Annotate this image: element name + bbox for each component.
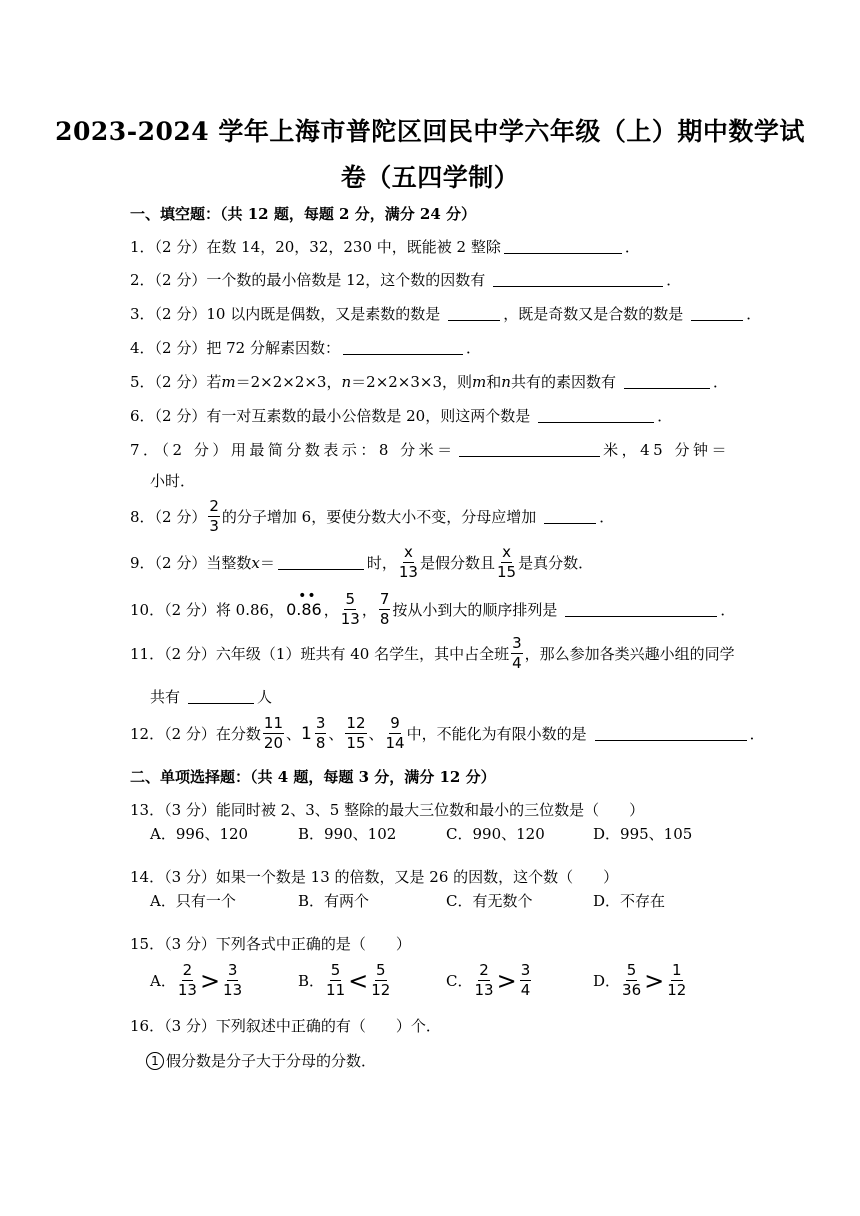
q1-answer-blank[interactable]	[504, 239, 622, 254]
q4-end: ．	[465, 339, 481, 357]
q15-option-d-left-num: 5	[626, 961, 637, 979]
q15-option-c[interactable]	[446, 963, 533, 998]
question-12	[130, 716, 765, 751]
q5-text-a: 5．（2 分）若	[130, 373, 222, 391]
q12-fraction-1-numerator: 11	[263, 714, 283, 732]
q6-answer-blank[interactable]	[538, 408, 654, 423]
question-11-continued	[150, 686, 272, 707]
q5-var-m: m	[221, 372, 236, 391]
q6-text: 6．（2 分）有一对互素数的最小公倍数是 20，则这两个数是	[130, 407, 531, 425]
q8-end: ．	[599, 508, 615, 526]
q12-end: ．	[749, 725, 765, 743]
q9-fraction-2	[497, 545, 516, 580]
question-3	[130, 303, 761, 324]
q12-fraction-1	[263, 716, 284, 751]
q13-option-a[interactable]: A．996、120	[150, 824, 249, 843]
q2-text: 2．（2 分）一个数的最小倍数是 12，这个数的因数有	[130, 271, 486, 289]
q11-fraction	[511, 636, 523, 671]
q15-option-a-right-fraction	[223, 963, 242, 998]
q7-text-2: 米，45 分钟＝	[603, 441, 730, 459]
q11-answer-blank[interactable]	[188, 689, 254, 704]
q16-stem: 16．（3 分）下列叙述中正确的有（ ）个．	[130, 1017, 441, 1035]
q5-text-e: 共有的素因数有	[510, 373, 616, 391]
q10-sep-2: ，	[361, 601, 377, 619]
q10-sep-1: ，	[323, 601, 339, 619]
question-15	[130, 933, 411, 954]
q12-mixed-number	[301, 716, 328, 751]
q8-text: 8．（2 分）	[130, 508, 207, 526]
q10-answer-blank[interactable]	[565, 602, 717, 617]
q15-option-b-right-fraction	[371, 963, 390, 998]
q12-text-b: 中，不能化为有限小数的是	[406, 725, 587, 743]
q12-sep-2: 、	[328, 725, 344, 743]
q12-fraction-3-denominator: 15	[346, 734, 366, 752]
q7-answer-blank-1[interactable]	[459, 442, 600, 457]
q2-end: ．	[666, 271, 682, 289]
q10-repeating-decimal	[286, 588, 322, 619]
q5-var-n: n	[341, 372, 352, 391]
q11-text-a: 11．（2 分）六年级（1）班共有 40 名学生，其中占全班	[130, 645, 510, 663]
q13-option-c[interactable]: C．990、120	[446, 824, 545, 843]
q12-fraction-3-numerator: 12	[346, 714, 366, 732]
q9-var-x: x	[251, 553, 260, 572]
q15-option-d-left-den: 36	[622, 981, 642, 999]
q9-fraction-1-numerator: x	[403, 543, 413, 561]
q9-text-d: 是假分数且	[419, 554, 495, 572]
q9-fraction-2-numerator: x	[502, 543, 511, 561]
q5-var-m-2: m	[472, 372, 487, 391]
q10-end: ．	[720, 601, 736, 619]
q10-fraction-1-numerator: 5	[345, 590, 356, 608]
q14-option-c[interactable]: C．有无数个	[446, 891, 533, 910]
q15-option-a-right-den: 13	[223, 981, 243, 999]
q11-fraction-denominator: 4	[512, 654, 522, 672]
q10-fraction-1	[341, 592, 360, 627]
q15-option-d-label: D．	[593, 972, 621, 990]
q15-option-a-label: A．	[150, 972, 176, 990]
exam-title-line2: 卷（五四学制）	[340, 163, 520, 192]
q15-option-b-left-fraction	[326, 963, 345, 998]
q16-item-1	[146, 1050, 376, 1071]
q9-text-a: 9．（2 分）当整数	[130, 554, 252, 572]
q15-option-a-left-fraction	[178, 963, 197, 998]
q12-fraction-1-denominator: 20	[263, 734, 283, 752]
q12-fraction-4-denominator: 14	[385, 734, 405, 752]
q10-text-a: 10．（2 分）将 0.86，	[130, 601, 285, 619]
q9-text-c: 时，	[366, 554, 397, 572]
q13-option-b[interactable]: B．990、102	[298, 824, 397, 843]
q15-option-d-right-num: 1	[672, 961, 682, 979]
q8-answer-blank[interactable]	[544, 509, 596, 524]
q10-repeating-value: 0.86	[286, 600, 322, 619]
q15-option-b-right-num: 5	[376, 961, 386, 979]
q16-item-1-text: 假分数是分子大于分母的分数．	[166, 1052, 377, 1070]
q9-answer-blank[interactable]	[278, 555, 364, 570]
q14-option-a[interactable]: A．只有一个	[150, 891, 236, 910]
q5-answer-blank[interactable]	[624, 374, 710, 389]
q5-end: ．	[712, 373, 728, 391]
q15-option-b-operator: <	[348, 966, 369, 995]
question-13	[130, 799, 644, 820]
q15-option-a-left-num: 2	[182, 961, 193, 979]
q15-option-a[interactable]	[150, 963, 244, 998]
q5-text-c: ＝2×2×3×3，则	[351, 373, 473, 391]
question-9	[130, 545, 593, 580]
q15-option-d[interactable]	[593, 963, 688, 998]
q2-answer-blank[interactable]	[493, 272, 663, 287]
q15-option-a-left-den: 13	[177, 981, 197, 999]
q10-fraction-2-numerator: 7	[379, 590, 390, 608]
q9-fraction-1	[399, 545, 418, 580]
question-7-continued	[150, 470, 195, 491]
q12-fraction-2	[315, 716, 327, 751]
q14-stem: 14．（3 分）如果一个数是 13 的倍数，又是 26 的因数，这个数（ ）	[130, 868, 619, 886]
question-1	[130, 236, 640, 257]
question-7	[130, 439, 730, 460]
q15-option-c-left-num: 2	[479, 961, 489, 979]
question-5	[130, 371, 728, 392]
q11-text-b: ，那么参加各类兴趣小组的同学	[524, 645, 735, 663]
q9-text-e: 是真分数．	[518, 554, 594, 572]
q3-answer-blank-1[interactable]	[448, 306, 500, 321]
q15-option-c-right-den: 4	[520, 981, 531, 999]
q1-text: 1．（2 分）在数 14，20，32，230 中，既能被 2 整除	[130, 238, 501, 256]
q15-option-d-right-fraction	[667, 963, 686, 998]
q13-stem: 13．（3 分）能同时被 2、3、5 整除的最大三位数和最小的三位数是（ ）	[130, 801, 645, 819]
q12-fraction-2-denominator: 8	[315, 734, 326, 752]
question-4	[130, 337, 481, 358]
q15-option-b-label: B．	[298, 972, 325, 990]
q6-end: ．	[657, 407, 673, 425]
q5-text-d: 和	[486, 373, 502, 391]
q10-fraction-1-denominator: 13	[340, 610, 360, 628]
q15-option-d-operator: >	[644, 966, 665, 995]
q15-option-b-right-den: 12	[371, 981, 391, 999]
q15-option-c-left-fraction	[474, 963, 493, 998]
q15-option-c-right-num: 3	[520, 961, 531, 979]
q9-fraction-1-denominator: 13	[398, 563, 418, 581]
circled-number-1-icon: 1	[146, 1052, 164, 1070]
q3-end: ．	[746, 305, 762, 323]
section-single-choice-heading: 二、单项选择题：（共 4 题，每题 3 分，满分 12 分）	[130, 768, 496, 786]
q15-option-b-left-den: 11	[326, 981, 346, 999]
q9-fraction-2-denominator: 15	[496, 563, 517, 581]
exam-title-line1: 2023-2024 学年上海市普陀区回民中学六年级（上）期中数学试	[55, 117, 805, 146]
q14-option-b[interactable]: B．有两个	[298, 891, 370, 910]
question-11	[130, 636, 735, 671]
q3-text-2: ，既是奇数又是合数的数是	[503, 305, 684, 323]
q15-option-b-left-num: 5	[330, 961, 341, 979]
section-fill-in-blank-heading: 一、填空题：（共 12 题，每题 2 分，满分 24 分）	[130, 205, 477, 223]
question-2	[130, 269, 681, 290]
q9-text-b: ＝	[259, 554, 275, 572]
q11-end: 人	[257, 688, 273, 706]
question-16	[130, 1015, 441, 1036]
q15-option-c-right-fraction	[520, 963, 532, 998]
q1-end: ．	[624, 238, 640, 256]
q12-sep-3: 、	[368, 725, 384, 743]
q4-text: 4．（2 分）把 72 分解素因数：	[130, 339, 340, 357]
q7-end: 小时．	[150, 472, 196, 490]
question-14	[130, 866, 618, 887]
q15-option-d-right-den: 12	[667, 981, 687, 999]
q10-fraction-2-denominator: 8	[379, 610, 390, 628]
q13-option-d[interactable]: D．995、105	[593, 824, 693, 843]
question-8	[130, 499, 614, 534]
q12-fraction-3	[345, 716, 366, 751]
q15-option-a-operator: >	[199, 966, 221, 995]
q12-sep-1: 、	[286, 725, 302, 743]
q8-numerator: 2	[209, 497, 219, 515]
q7-text: 7．（2 分）用最简分数表示：8 分米＝	[130, 441, 456, 459]
q5-var-n-2: n	[501, 372, 511, 391]
q8-denominator: 3	[209, 517, 219, 535]
q5-text-b: ＝2×2×2×3，	[235, 373, 342, 391]
q15-option-c-left-den: 13	[474, 981, 494, 999]
q15-option-b[interactable]	[298, 963, 392, 998]
q12-mixed-whole: 1	[301, 723, 312, 744]
q10-text-b: 按从小到大的顺序排列是	[392, 601, 558, 619]
q15-option-d-left-fraction	[622, 963, 641, 998]
q15-option-c-operator: >	[496, 966, 517, 995]
q10-repeat-dots: ••	[298, 588, 317, 604]
q12-fraction-4-numerator: 9	[390, 714, 400, 732]
q11-text-c: 共有	[150, 688, 181, 706]
q11-fraction-numerator: 3	[512, 634, 522, 652]
q15-option-c-label: C．	[446, 972, 473, 990]
q14-option-d[interactable]: D．不存在	[593, 891, 666, 910]
q4-answer-blank[interactable]	[343, 340, 463, 355]
q12-text-a: 12．（2 分）在分数	[130, 725, 261, 743]
q10-fraction-2	[379, 592, 391, 627]
q8-fraction	[208, 499, 220, 534]
q12-answer-blank[interactable]	[595, 726, 747, 741]
q15-option-a-right-num: 3	[227, 961, 238, 979]
question-10	[130, 588, 736, 628]
q12-fraction-2-numerator: 3	[315, 714, 326, 732]
question-6	[130, 405, 672, 426]
q8-text-2: 的分子增加 6，要使分数大小不变，分母应增加	[221, 508, 537, 526]
q3-text: 3．（2 分）10 以内既是偶数，又是素数的数是	[130, 305, 441, 323]
q15-stem: 15．（3 分）下列各式中正确的是（ ）	[130, 935, 411, 953]
q3-answer-blank-2[interactable]	[691, 306, 743, 321]
q12-fraction-4	[386, 716, 405, 751]
